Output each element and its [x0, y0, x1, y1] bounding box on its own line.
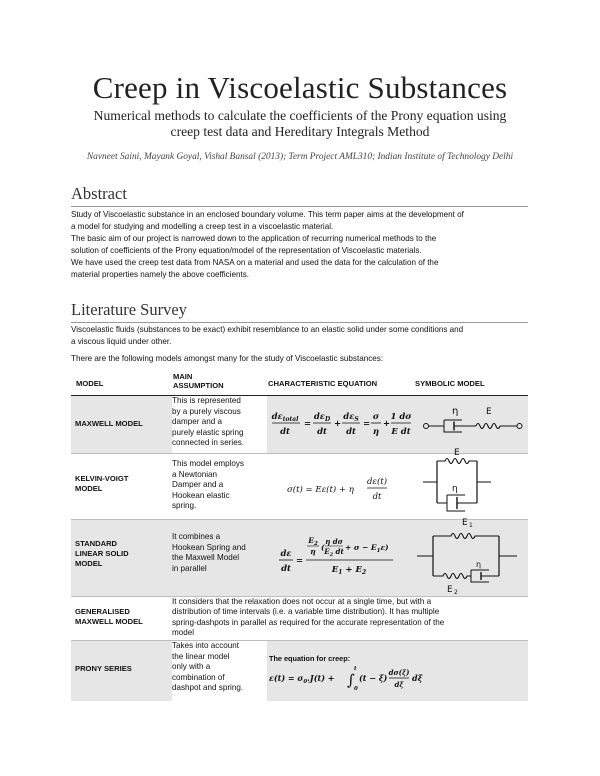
svg-text:(: ( — [321, 543, 325, 552]
assumption-line: Takes into account — [172, 641, 240, 650]
assumption-cell — [172, 396, 267, 453]
model-name-line: GENERALISED — [75, 607, 130, 616]
assumption-line: connected in series. — [172, 438, 244, 448]
heading-rule — [71, 322, 528, 323]
svg-text:dσ(ξ): dσ(ξ) — [388, 668, 410, 677]
assumption-line: the linear model — [172, 651, 230, 661]
model-name-line: MODEL — [75, 484, 103, 493]
svg-text:dεS: $d\varepsilon_S$ — [343, 412, 359, 423]
e1-subscript: 1 — [469, 522, 473, 529]
e2-label: E — [447, 585, 453, 595]
assumption-line: model — [172, 627, 195, 637]
assumption-line: only with a — [172, 662, 211, 672]
assumption-line: by a purely viscous — [172, 406, 241, 416]
paper-subtitle — [70, 108, 530, 140]
assumption-line: purely elastic spring — [172, 427, 244, 437]
assumption-line: Damper and a — [172, 480, 224, 490]
svg-text:+: + — [383, 419, 391, 429]
table-row-generalised-maxwell — [71, 597, 528, 640]
sls-equation — [279, 536, 399, 582]
kv-equation-den: dt — [372, 492, 382, 502]
maxwell-symbol — [416, 404, 528, 444]
heading-rule — [71, 206, 528, 207]
svg-text:+ σ − E1ε): + $\sigma - E_1\varepsilon$) — [345, 543, 389, 554]
svg-text:dt: dt — [346, 427, 356, 437]
prony-equation — [269, 665, 439, 695]
assumption-line: combination of — [172, 672, 225, 682]
svg-text:dε: dε — [280, 549, 292, 559]
assumption-line: a Newtonian — [172, 469, 217, 479]
svg-text:dεD: $d\varepsilon_D$ — [313, 412, 331, 423]
abstract-body — [71, 209, 531, 281]
abstract-line: solution of coefficients of the Prony equation/model of the representation of Viscoelastic materials. — [71, 246, 422, 255]
abstract-line: The basic aim of our project is narrowed down to the application of recurring numerical methods to the — [71, 234, 437, 243]
abstract-line: Study of Viscoelastic substance in an enclosed boundary volume. This term paper aims at the development of — [71, 210, 464, 219]
header-assumption-line: ASSUMPTION — [173, 381, 224, 390]
assumption-line: This is represented — [172, 396, 241, 405]
assumption-line: It considers that the relaxation does not occur at a single time, but with a — [172, 597, 432, 606]
subtitle-line: Numerical methods to calculate the coefficients of the Prony equation using — [93, 108, 507, 123]
header-model: MODEL — [76, 379, 104, 388]
svg-text:dt: dt — [317, 427, 327, 437]
kelvin-voigt-symbol — [417, 445, 497, 513]
assumption-line: Hookean Spring and — [172, 542, 246, 552]
eta-label: η — [476, 560, 482, 569]
literature-heading-text: Literature Survey — [71, 300, 187, 319]
svg-text:dξ: dξ — [394, 680, 404, 689]
assumption-line: Hookean elastic — [172, 490, 230, 500]
e1-label: E — [462, 518, 468, 528]
svg-text:1 dσ: 1 dσ — [390, 412, 412, 422]
model-name-line: MODEL — [75, 559, 103, 568]
abstract-heading — [71, 184, 127, 204]
prony-equation-caption: The equation for creep: — [269, 654, 351, 663]
model-name-line: LINEAR SOLID — [75, 549, 129, 558]
svg-text:dξ: dξ — [412, 673, 423, 683]
svg-text:E2 dt: $E_2$ dt — [324, 547, 344, 558]
svg-text:+: + — [334, 419, 342, 429]
eta-label: η — [452, 484, 458, 494]
kelvin-voigt-equation — [287, 475, 397, 505]
model-name — [75, 607, 167, 627]
svg-text:dt: dt — [281, 564, 291, 574]
authors-line: Navneet Saini, Mayank Goyal, Vishal Bansal (2013); Term Project AML310; Indian Institute of Technology Delhi — [86, 152, 514, 162]
assumption-cell — [172, 459, 267, 512]
literature-heading — [71, 300, 187, 320]
table-row-standard-linear-solid — [71, 520, 528, 596]
abstract-heading-text: Abstract — [71, 184, 127, 203]
literature-intro-line: There are the following models amongst many for the study of Viscoelastic substances: — [71, 354, 384, 363]
model-name-line: MAXWELL MODEL — [75, 617, 143, 626]
svg-text:dεtotal: $d\varepsilon_{total}$ — [271, 412, 299, 423]
model-name-line: STANDARD — [75, 539, 118, 548]
e2-subscript: 2 — [454, 589, 458, 596]
sls-symbol — [413, 515, 523, 600]
abstract-line: material properties namely the above coefficients. — [71, 270, 250, 279]
svg-text:(t − ξ): (t − ξ) — [359, 673, 388, 683]
assumption-line: spring-dashpots in parallel as required for the accurate representation of the — [172, 617, 445, 627]
svg-text:∫: ∫ — [347, 671, 355, 689]
table-row-prony-series — [71, 641, 528, 701]
svg-text:ε(t) = σ0.J(t) +: $\varepsilon(t) = \sigma_0.J(t)$ + — [269, 673, 335, 685]
svg-text:η: η — [310, 547, 316, 556]
e-label: E — [486, 407, 492, 417]
model-name — [75, 474, 167, 494]
literature-intro — [71, 353, 531, 365]
assumption-line: dashpot and spring. — [172, 683, 244, 693]
svg-text:=: = — [296, 556, 304, 566]
svg-text:σ: σ — [372, 412, 380, 422]
assumption-line: damper and a — [172, 417, 222, 427]
eta-label: η — [452, 406, 459, 417]
header-assumption — [173, 372, 224, 390]
kv-equation-num: dε(t) — [366, 477, 388, 487]
svg-text:E dt: E dt — [391, 427, 411, 437]
svg-text:t: t — [354, 666, 357, 672]
assumption-line: It combines a — [172, 532, 221, 541]
assumption-line: the Maxwell Model — [172, 553, 240, 563]
paper-title: Creep in Viscoelastic Substances — [92, 70, 508, 105]
abstract-line: a model for studying and modelling a creep test in a viscoelastic material. — [71, 222, 334, 231]
header-equation: CHARACTERISTIC EQUATION — [268, 379, 378, 388]
maxwell-equation — [271, 408, 411, 442]
svg-text:=: = — [363, 419, 371, 429]
assumption-line: This model employs — [172, 459, 244, 468]
assumption-cell — [172, 532, 267, 574]
kv-equation-lhs: σ(t) = Eε(t) + η — [287, 485, 354, 495]
svg-text:E2: $E_2$ — [308, 536, 318, 547]
svg-text:0: 0 — [354, 686, 358, 692]
model-name: MAXWELL MODEL — [75, 419, 143, 428]
literature-line: a viscous liquid under other. — [71, 337, 172, 346]
assumption-line: spring. — [172, 501, 197, 511]
abstract-line: We have used the creep test data from NASA on a material and used the data for the calculation of the — [71, 258, 439, 267]
table-row-kelvin-voigt — [71, 448, 528, 519]
svg-text:E1 + E2: $E_1 + E_2$ — [331, 565, 367, 576]
literature-body — [71, 324, 531, 348]
subtitle-line: creep test data and Hereditary Integrals Method — [170, 124, 430, 139]
model-name: PRONY SERIES — [75, 664, 132, 673]
model-name — [75, 539, 167, 569]
assumption-line: distribution of time intervals (i.e. a variable time distribution). It has multiple — [172, 607, 440, 617]
assumption-line: in parallel — [172, 563, 207, 573]
svg-text:η dσ: η dσ — [325, 537, 343, 546]
model-name-line: KELVIN-VOIGT — [75, 474, 129, 483]
assumption-cell — [172, 597, 522, 638]
e-label: E — [454, 448, 460, 458]
literature-line: Viscoelastic fluids (substances to be exact) exhibit resemblance to an elastic solid under some conditions and — [71, 325, 464, 334]
assumption-cell — [172, 641, 267, 701]
svg-text:η: η — [372, 427, 380, 437]
svg-text:dt: dt — [280, 427, 290, 437]
svg-text:=: = — [304, 419, 312, 429]
header-assumption-line: MAIN — [173, 372, 193, 381]
header-symbolic: SYMBOLIC MODEL — [415, 379, 485, 388]
